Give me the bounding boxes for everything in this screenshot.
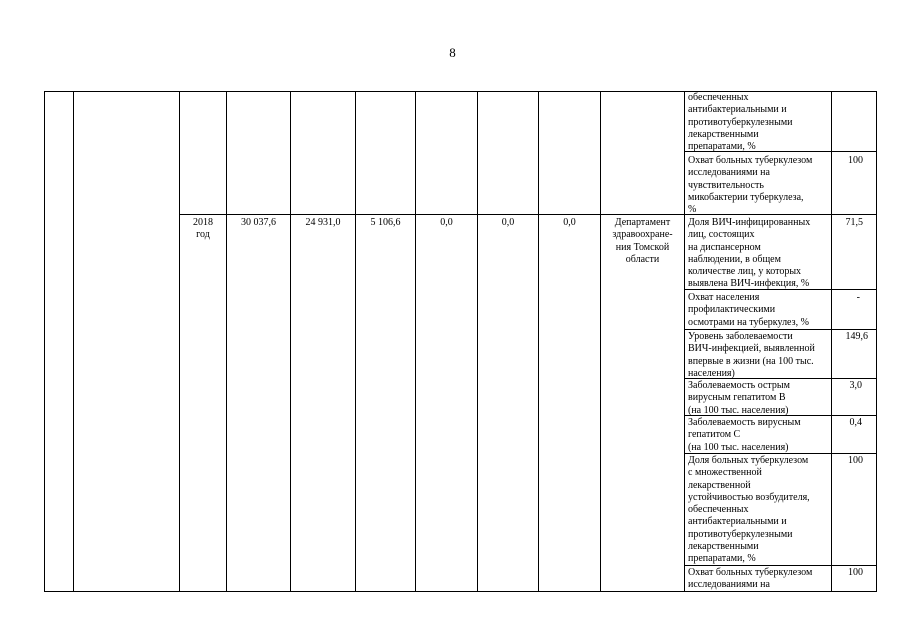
table-border — [226, 91, 227, 592]
indicator-value: 0,4 — [849, 417, 862, 428]
table-border — [355, 91, 356, 592]
cell-local: 0,0 — [440, 217, 453, 228]
cell-total: 30 037,6 — [241, 217, 276, 228]
table-border — [600, 91, 601, 592]
table-border — [684, 329, 877, 330]
cell-executor: Департамент здравоохране- ния Томской области — [612, 217, 673, 265]
indicator-text: Охват населения профилактическими осмотрами на туберкулез, % — [688, 292, 809, 328]
cell-year: 2018 год — [193, 217, 213, 241]
indicator-value: - — [856, 292, 860, 303]
indicator-value: 100 — [848, 455, 863, 466]
indicator-value: 149,6 — [845, 331, 868, 342]
indicator-text: Уровень заболеваемости ВИЧ-инфекцией, выявленной впервые в жизни (на 100 тыс. населения) — [688, 331, 815, 379]
cell-other1: 0,0 — [501, 217, 515, 228]
table-border — [477, 91, 478, 592]
indicator-text: Доля ВИЧ-инфицированных лиц, состоящих на диспансерном наблюдении, в общем количестве лиц, у которых выявлена ВИЧ-инфекция, % — [688, 217, 811, 290]
table-border — [179, 91, 180, 592]
indicator-text: Доля больных туберкулезом с множественной лекарственной устойчивостью возбудителя, обеспеченных антибактериальными и противотуберкулезными лекарственными препаратами, % — [688, 455, 810, 565]
indicator-value: 71,5 — [845, 217, 863, 228]
table-border — [538, 91, 539, 592]
table-border — [44, 91, 45, 592]
table-border — [684, 91, 685, 592]
table-border — [73, 91, 74, 592]
cell-regional: 5 106,6 — [370, 217, 401, 228]
indicator-value: 100 — [848, 567, 863, 578]
indicator-text: Заболеваемость вирусным гепатитом С (на 100 тыс. населения) — [688, 417, 801, 453]
table-border — [290, 91, 291, 592]
indicator-value: 3,0 — [849, 380, 862, 391]
indicator-text: обеспеченных антибактериальными и противотуберкулезными лекарственными препаратами, % — [688, 92, 793, 153]
page-number: 8 — [449, 45, 456, 60]
indicator-value: 100 — [848, 155, 863, 166]
table-border — [415, 91, 416, 592]
table-border — [876, 91, 877, 592]
indicator-text: Охват больных туберкулезом исследованиями на — [688, 567, 813, 591]
cell-federal: 24 931,0 — [305, 217, 341, 228]
cell-other2: 0,0 — [563, 217, 576, 228]
indicator-text: Заболеваемость острым вирусным гепатитом В (на 100 тыс. населения) — [688, 380, 790, 416]
indicator-text: Охват больных туберкулезом исследованиями на чувствительность микобактерии туберкулеза, % — [688, 155, 813, 216]
